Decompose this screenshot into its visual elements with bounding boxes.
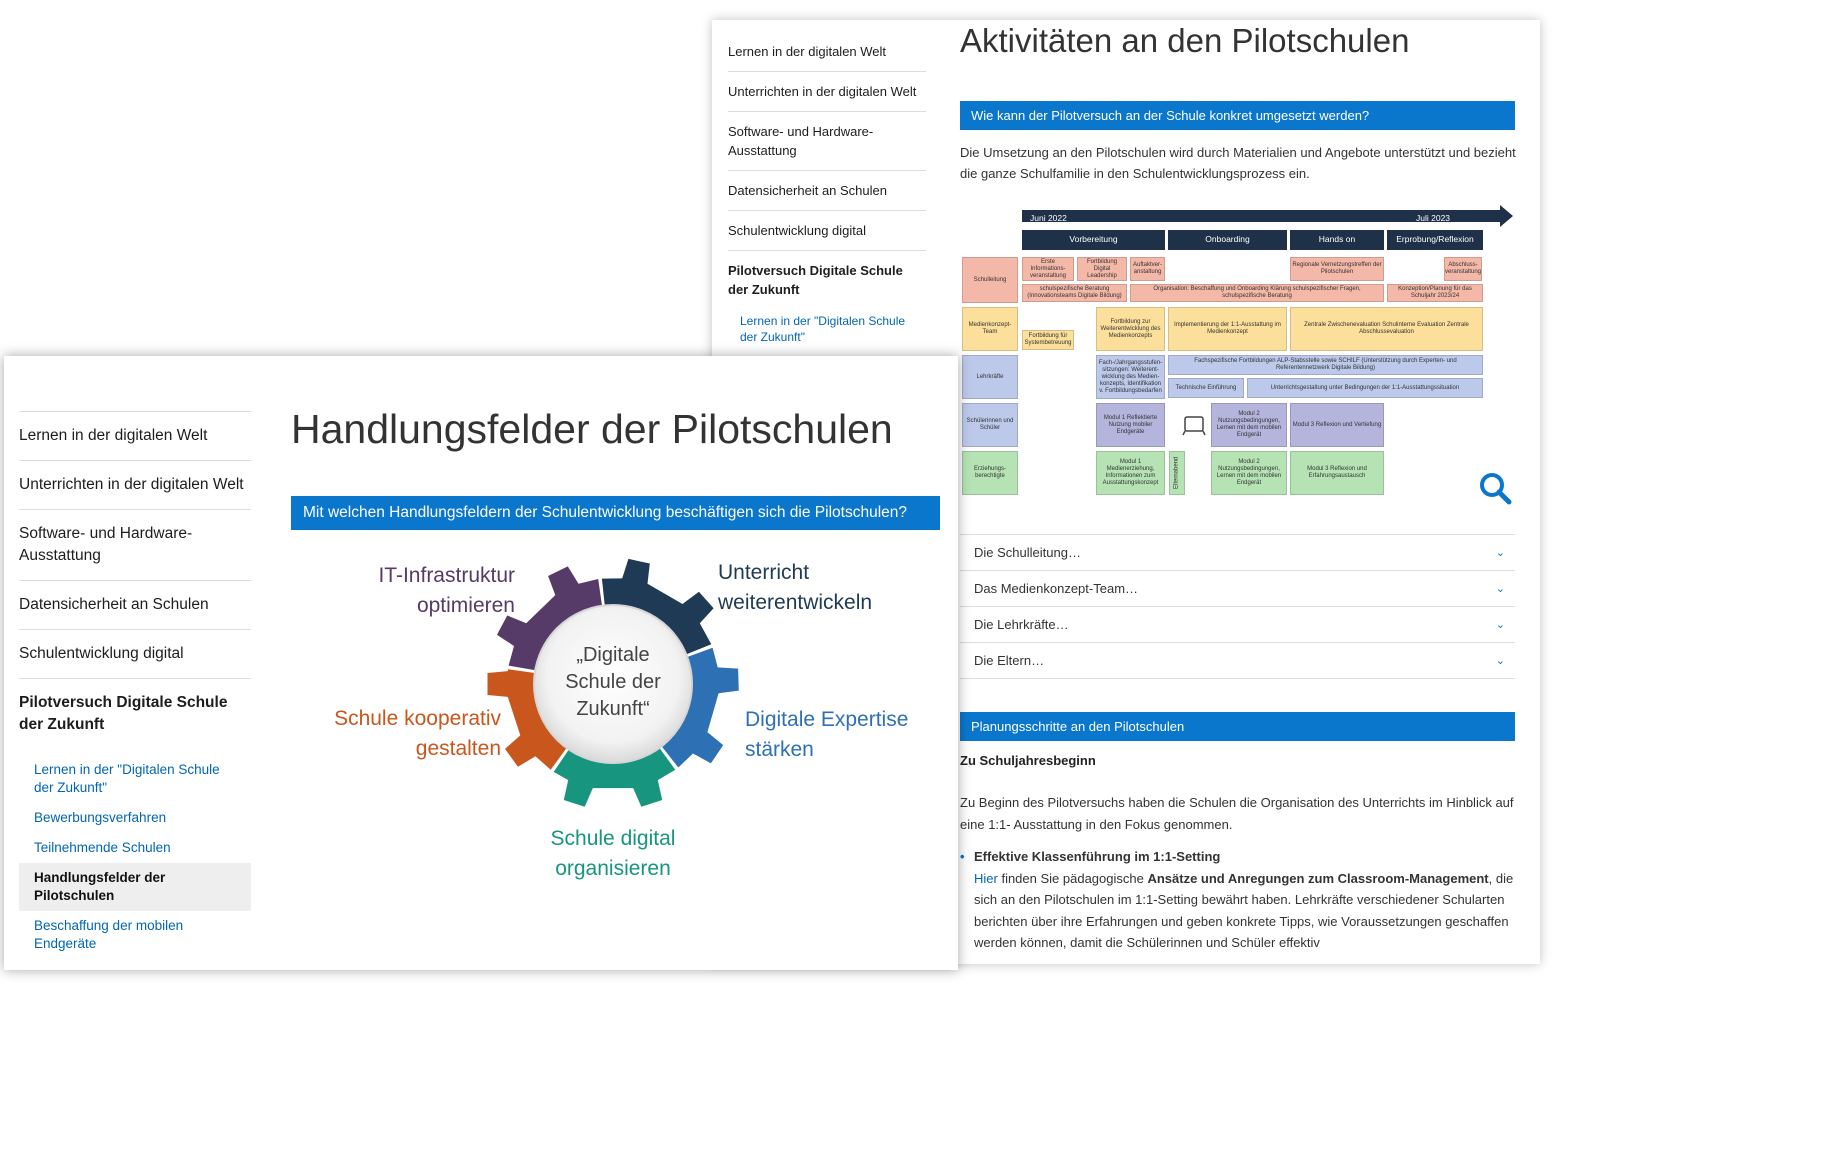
row-label: Medienkonzept-Team xyxy=(962,307,1018,351)
nav-item-datensicherheit[interactable]: Datensicherheit an Schulen xyxy=(19,580,251,629)
section-bar: Wie kann der Pilotversuch an der Schule konkret umgesetzt werden? xyxy=(960,101,1515,130)
timeline-diagram[interactable] xyxy=(960,205,1516,505)
sidebar-nav xyxy=(728,32,926,349)
nav-item-lernen[interactable]: Lernen in der digitalen Welt xyxy=(728,44,887,59)
zoom-icon[interactable] xyxy=(1478,471,1512,505)
timeline-start: Juni 2022 xyxy=(1030,213,1067,223)
gear-diagram xyxy=(291,536,951,880)
nav-item-datensicherheit[interactable]: Datensicherheit an Schulen xyxy=(728,170,926,210)
phase-label: Vorbereitung xyxy=(1022,230,1165,250)
page-title: Handlungsfelder der Pilotschulen xyxy=(291,406,893,452)
timeline-box: Fortbildung zur Weiterentwicklung des Medienkonzepts xyxy=(1096,307,1165,351)
timeline-box: Fortbildung Digital Leadership xyxy=(1077,257,1127,281)
intro-paragraph: Die Umsetzung an den Pilotschulen wird durch Materialien und Angebote unterstützt und bezieht die ganze Schulfamilie in den Schulentwicklungsprozess ein. xyxy=(960,145,1516,181)
timeline-box: Modul 3 Reflexion und Erfahrungsaustausch xyxy=(1290,451,1384,495)
timeline-box: Organisation: Beschaffung und Onboarding Klärung schulspezifischer Fragen, schulspezifische Beratung xyxy=(1130,284,1384,302)
timeline-box: Modul 1 Medienerziehung, Informationen zum Ausstattungskonzept xyxy=(1096,451,1165,495)
row-label: Schulleitung xyxy=(962,257,1018,303)
timeline-box: Unterrichtsgestaltung unter Bedingungen der 1:1-Ausstattungssituation xyxy=(1247,378,1483,398)
gear-label-unterricht: Unterricht weiterentwickeln xyxy=(718,561,873,614)
timeline-end: Juli 2023 xyxy=(1416,213,1451,223)
gear-label-expertise: Digitale Expertise stärken xyxy=(745,708,909,761)
timeline-box: Erste Informations-veranstaltung xyxy=(1022,257,1074,281)
accordion-item[interactable]: Die Schulleitung… ⌄ xyxy=(960,534,1515,570)
nav-item-lernen[interactable]: Lernen in der digitalen Welt xyxy=(19,411,251,460)
timeline-box: Auftaktver-anstaltung xyxy=(1130,257,1165,281)
section-bar: Planungsschritte an den Pilotschulen xyxy=(960,712,1515,741)
row-label: Schülerinnen und Schüler xyxy=(962,403,1018,447)
timeline-box: Konzeption/Planung für das Schuljahr 2023/24 xyxy=(1387,284,1483,302)
timeline-box: Fachspezifische Fortbildungen ALP-Stabsstelle sowie SCHILF (Unterstützung durch Experten- und Referentennetzwerk Digitale Bildung) xyxy=(1168,355,1483,375)
hier-link[interactable]: Hier xyxy=(974,870,998,886)
accordion-item[interactable]: Die Lehrkräfte… ⌄ xyxy=(960,606,1515,642)
timeline-box: Regionale Vernetzungstreffen der Pilotschulen xyxy=(1290,257,1384,281)
chevron-down-icon: ⌄ xyxy=(1495,619,1505,631)
timeline-box: Modul 2 Nutzungsbedingungen, Lernen mit dem mobilen Endgerät xyxy=(1211,403,1287,447)
gear-center-line: „Digitale xyxy=(576,644,650,666)
phase-label: Onboarding xyxy=(1168,230,1287,250)
bullet-text: Hier finden Sie pädagogische Ansätze und Anregungen zum Classroom-Management, die sich an den Pilotschulen im 1:1-Setting bewährt haben. Lehrkräfte verschiedener Schularten berichten über ihre Erfahrungen und geben konkrete Tipps, wie Voraussetzungen geschaffen werden können, damit die Schülerinnen und Schüler effektiv xyxy=(974,870,1514,950)
bullet-title: Effektive Klassenführung im 1:1-Setting xyxy=(974,849,1221,864)
accordion-item[interactable]: Die Eltern… ⌄ xyxy=(960,642,1515,678)
phase-label: Hands on xyxy=(1290,230,1384,250)
subheading: Zu Schuljahresbeginn xyxy=(960,753,1096,768)
timeline-box: Abschluss-veranstaltung xyxy=(1444,257,1482,281)
timeline-box: Modul 3 Reflexion und Vertiefung xyxy=(1290,403,1384,447)
gear-center-line: Zukunft“ xyxy=(576,698,650,720)
front-page-panel xyxy=(4,356,958,970)
section-bar: Mit welchen Handlungsfeldern der Schulentwicklung beschäftigen sich die Pilotschulen? xyxy=(291,496,940,530)
timeline-box: schulspezifische Beratung (Innovationsteams Digitale Bildung) xyxy=(1022,284,1127,302)
nav-item-pilotversuch[interactable]: Pilotversuch Digitale Schule der Zukunft xyxy=(19,678,251,749)
accordion-item[interactable]: Das Medienkonzept-Team… ⌄ xyxy=(960,570,1515,606)
timeline-box: Modul 1 Reflektierte Nutzung mobiler Endgeräte xyxy=(1096,403,1165,447)
nav-subitem-schulen[interactable]: Teilnehmende Schulen xyxy=(34,840,171,855)
phase-label: Erprobung/Reflexion xyxy=(1387,230,1483,250)
timeline-box: Zentrale Zwischenevaluation Schulinterne Evaluation Zentrale Abschlussevaluation xyxy=(1290,307,1483,351)
nav-subitem-bewerbung[interactable]: Bewerbungsverfahren xyxy=(34,810,167,825)
page-title: Aktivitäten an den Pilotschulen xyxy=(960,22,1410,59)
chevron-down-icon: ⌄ xyxy=(1495,547,1505,559)
nav-subitem-lernen[interactable]: Lernen in der "Digitalen Schule der Zukunft" xyxy=(34,762,220,795)
nav-subitem-lernen[interactable]: Lernen in der "Digitalen Schule der Zukunft" xyxy=(740,314,906,344)
chevron-down-icon: ⌄ xyxy=(1495,583,1505,595)
bullet-dot: • xyxy=(960,849,965,864)
nav-item-pilotversuch[interactable]: Pilotversuch Digitale Schule der Zukunft xyxy=(728,250,926,309)
nav-item-ausstattung[interactable]: Software- und Hardware-Ausstattung xyxy=(728,111,926,170)
bullet-item xyxy=(960,846,1520,954)
timeline-box: Fortbildung für Systembetreuung xyxy=(1022,330,1074,350)
paragraph: Zu Beginn des Pilotversuchs haben die Schulen die Organisation des Unterrichts im Hinblick auf eine 1:1- Ausstattung in den Fokus genommen. xyxy=(960,795,1514,832)
timeline-box: Fach-/Jahrgangsstufen-sitzungen: Weiterent-wicklung des Medien-konzepts, Identifikation v. Fortbildungsbedarfen xyxy=(1096,355,1165,399)
handshake-icon xyxy=(1182,413,1206,437)
sidebar-nav xyxy=(19,411,251,959)
gear-label-organisieren: Schule digital organisieren xyxy=(550,827,676,880)
chevron-down-icon: ⌄ xyxy=(1495,655,1505,667)
accordion xyxy=(960,534,1515,679)
row-label: Erziehungs-berechtigte xyxy=(962,451,1018,495)
timeline-box: Technische Einführung xyxy=(1168,378,1244,398)
nav-item-unterrichten[interactable]: Unterrichten in der digitalen Welt xyxy=(19,460,251,509)
nav-item-unterrichten[interactable]: Unterrichten in der digitalen Welt xyxy=(728,71,926,111)
nav-item-schulentwicklung[interactable]: Schulentwicklung digital xyxy=(728,210,926,250)
gear-label-it: IT-Infrastruktur optimieren xyxy=(378,564,515,617)
timeline-box: Elternabend xyxy=(1169,451,1185,495)
nav-item-schulentwicklung[interactable]: Schulentwicklung digital xyxy=(19,629,251,678)
row-label: Lehrkräfte xyxy=(962,355,1018,399)
timeline-box: Implementierung der 1:1-Ausstattung im Medienkonzept xyxy=(1168,307,1287,351)
nav-item-ausstattung[interactable]: Software- und Hardware-Ausstattung xyxy=(19,509,251,580)
nav-subitem-beschaffung[interactable]: Beschaffung der mobilen Endgeräte xyxy=(34,918,184,951)
gear-label-kooperativ: Schule kooperativ gestalten xyxy=(334,707,501,760)
nav-subitem-handlungsfelder[interactable]: Handlungsfelder der Pilotschulen xyxy=(19,863,251,911)
timeline-box: Modul 2 Nutzungsbedingungen, Lernen mit dem mobilen Endgerät xyxy=(1211,451,1287,495)
gear-center-line: Schule der xyxy=(565,671,661,693)
